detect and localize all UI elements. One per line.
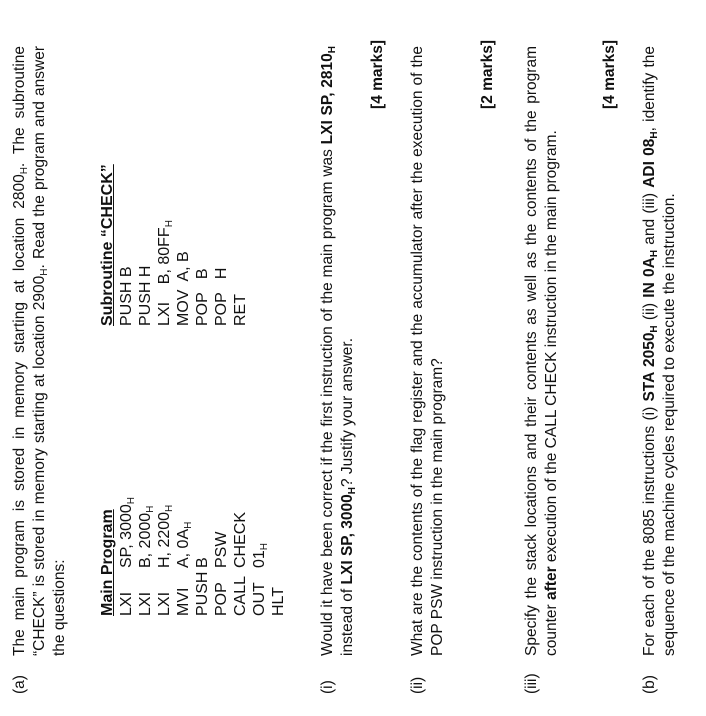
b-text-2: (ii) — [641, 297, 658, 326]
q3-label: (iii) — [523, 673, 540, 694]
subroutine-line — [212, 164, 231, 326]
q3-text — [522, 46, 562, 656]
main-program-heading: Main Program — [99, 509, 116, 616]
main-program-line — [174, 497, 193, 616]
opcode: POP — [213, 582, 230, 616]
operand-subscript: H — [183, 521, 194, 529]
b-sub-1: H — [649, 325, 660, 333]
subroutine-rows — [117, 164, 250, 326]
main-program-line — [136, 497, 155, 616]
operand-subscript: H — [164, 504, 175, 512]
q1-text-1: Would it have been correct if the first instruction of the main program was — [319, 144, 336, 656]
q3-text-2: execution of the CALL CHECK instruction in the main program. — [543, 130, 560, 567]
part-b-label: (b) — [641, 675, 658, 694]
part-a-label: (a) — [11, 675, 28, 694]
main-program-line — [231, 497, 250, 616]
intro-sub-1: H — [19, 167, 30, 175]
intro-text-1: The main program is stored in memory starting at location 2800 — [11, 174, 28, 656]
subroutine-listing — [98, 164, 250, 326]
b-sub-2: H — [649, 249, 660, 258]
operand: H, 2200 — [156, 511, 173, 568]
b-sub-3: H — [649, 131, 660, 139]
opcode: MVI — [175, 587, 192, 616]
q1-text-2: instead of — [339, 584, 356, 656]
instruction: RET — [232, 294, 249, 326]
intro-sub-2: H — [39, 268, 50, 276]
q3-bold-1: after — [543, 566, 560, 600]
b-bold-3: ADI 08 — [641, 138, 658, 188]
b-text-4: , identify the sequence of the machine cycles required to execute the instruction. — [641, 45, 678, 656]
operand: B, 2000 — [137, 512, 154, 568]
main-program-listing — [98, 497, 288, 616]
main-program-line — [193, 497, 212, 616]
instruction: POP H — [213, 267, 230, 326]
operand-subscript: H — [259, 542, 270, 551]
q1-bold-1: LXI SP, 2810 — [319, 53, 336, 145]
operand: CHECK — [232, 511, 249, 568]
instruction: PUSH B — [118, 266, 135, 326]
opcode: OUT — [251, 582, 268, 616]
q2-label: (ii) — [409, 676, 426, 694]
main-program-line — [250, 497, 269, 616]
opcode: LXI — [137, 591, 154, 616]
subroutine-line — [155, 164, 174, 326]
main-program-rows — [117, 497, 288, 616]
operand: PSW — [213, 531, 230, 568]
opcode: LXI — [156, 591, 173, 616]
q2-marks: [2 marks] — [479, 40, 496, 109]
q3-marks: [4 marks] — [601, 40, 618, 109]
subroutine-heading: Subroutine “CHECK” — [99, 164, 116, 326]
opcode: LXI — [118, 591, 135, 616]
b-bold-2: IN 0A — [641, 257, 658, 298]
instruction: MOV A, B — [175, 251, 192, 326]
q3-text-1: Specify the stack locations and their contents as well as the contents of the program counter — [523, 46, 560, 656]
operand-subscript: H — [126, 497, 137, 505]
subroutine-line — [136, 164, 155, 326]
main-program-line — [212, 497, 231, 616]
opcode: PUSH — [194, 571, 211, 616]
subroutine-line — [117, 164, 136, 326]
instruction: POP B — [194, 268, 211, 326]
q1-text — [318, 46, 358, 656]
main-program-line — [155, 497, 174, 616]
main-program-line — [117, 497, 136, 616]
intro-text-3: . Read the program and answer the questions: — [31, 46, 68, 656]
operand: B — [194, 557, 211, 568]
instruction: PUSH H — [137, 265, 154, 326]
q1-label: (i) — [319, 680, 336, 694]
opcode: HLT — [270, 586, 287, 616]
opcode: CALL — [232, 575, 249, 616]
q1-bold-2: LXI SP, 3000 — [339, 494, 356, 585]
q1-sub-1: H — [327, 46, 338, 54]
subroutine-line — [193, 164, 212, 326]
instruction-subscript: H — [164, 220, 175, 228]
q2-text: What are the contents of the flag register and the accumulator after the execution of the POP PSW instruction in the main program? — [409, 46, 446, 656]
part-a-intro — [10, 46, 70, 656]
subroutine-line — [174, 164, 193, 326]
q1-marks: [4 marks] — [369, 40, 386, 109]
b-text-1: For each of the 8085 instructions (i) — [641, 401, 658, 656]
operand-subscript: H — [145, 505, 156, 513]
b-text-3: and (iii) — [641, 187, 658, 250]
q1-text-3: ? Justify your answer. — [339, 337, 356, 488]
operand: 01 — [251, 550, 268, 568]
part-b-text — [640, 46, 680, 656]
instruction: LXI B, 80FF — [156, 227, 173, 326]
intro-text-2: . The subroutine “CHECK” is stored in memory starting at location 2900 — [11, 46, 48, 656]
b-bold-1: STA 2050 — [641, 332, 658, 402]
q1-sub-2: H — [347, 487, 358, 495]
operand: SP, 3000 — [118, 504, 135, 568]
main-program-line — [269, 497, 288, 616]
operand: A, 0A — [175, 528, 192, 568]
subroutine-line — [231, 164, 250, 326]
